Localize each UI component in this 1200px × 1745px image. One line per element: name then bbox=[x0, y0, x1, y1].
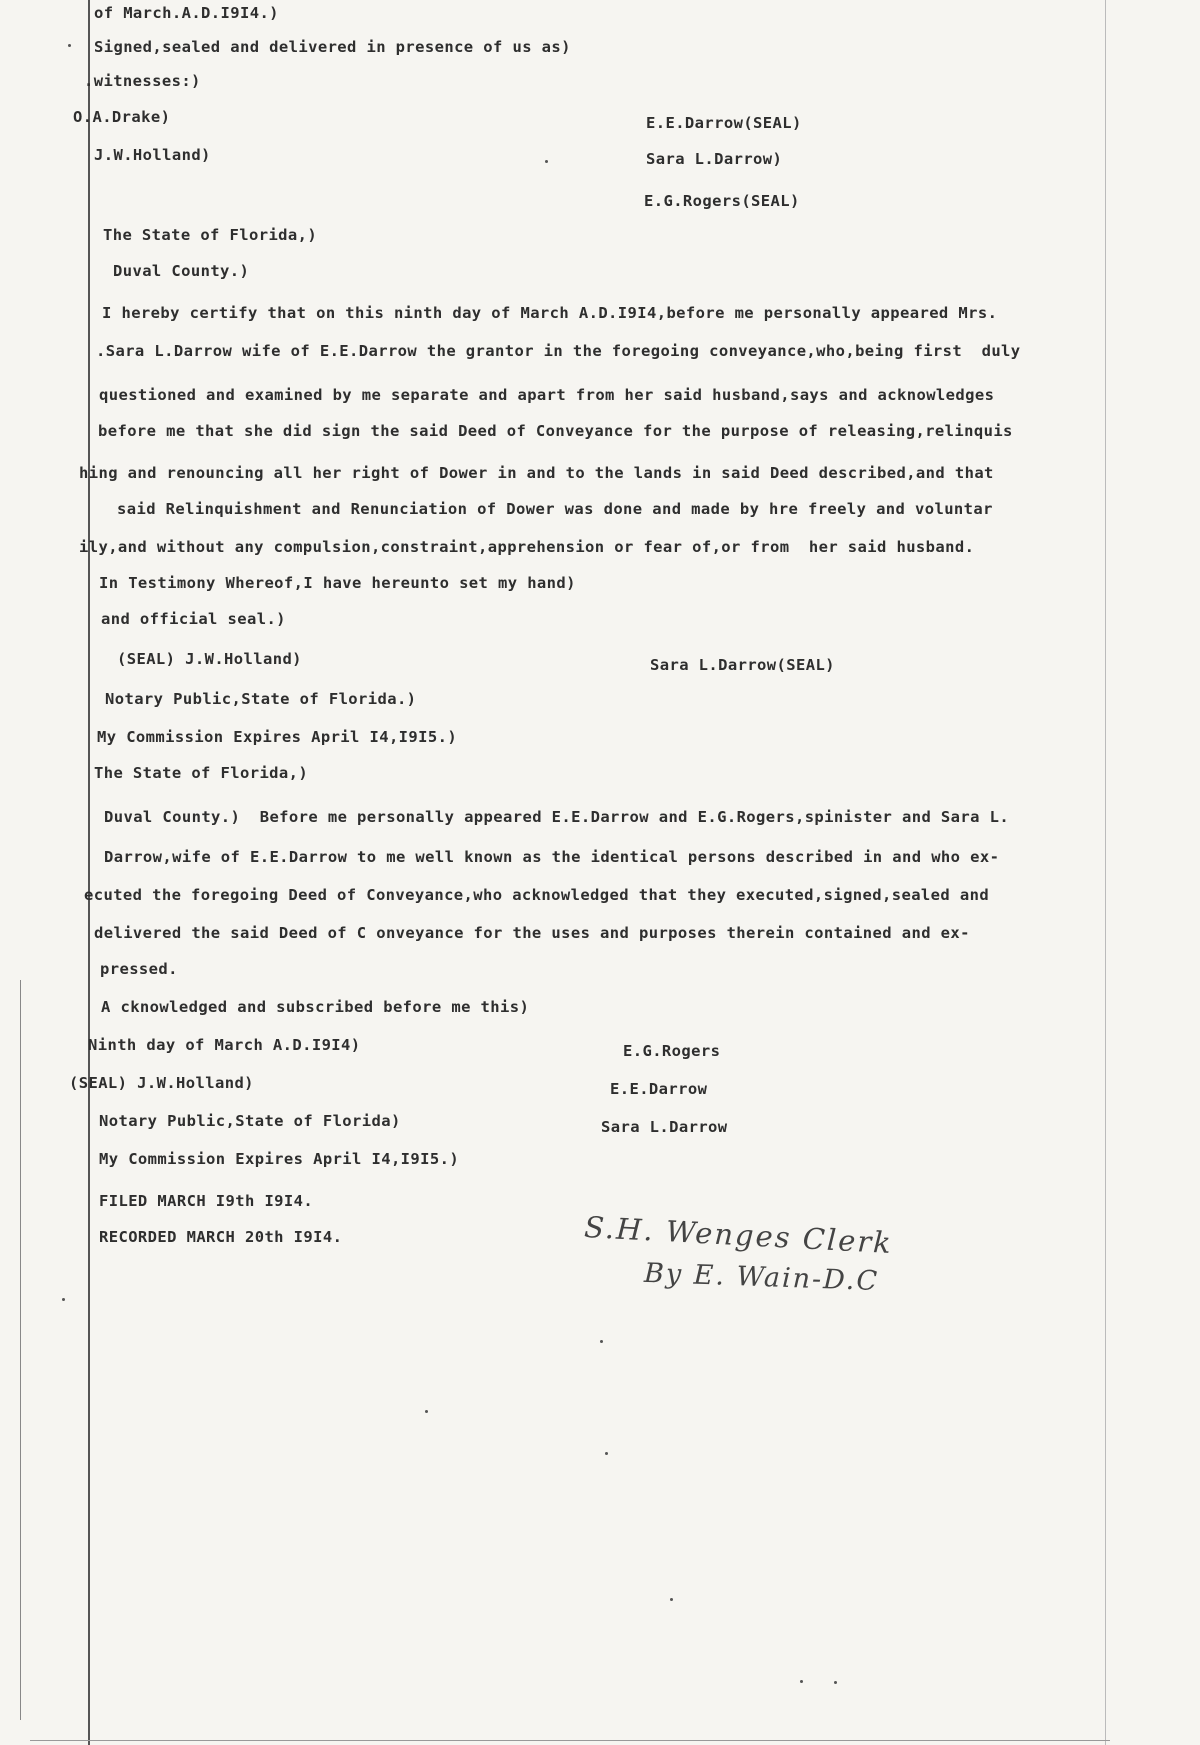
clerk-handwritten-signature: S.H. Wenges Clerk bbox=[583, 1209, 894, 1261]
signature-line: E.E.Darrow(SEAL) bbox=[646, 114, 802, 132]
signature-line: E.G.Rogers(SEAL) bbox=[644, 192, 800, 210]
text-line: questioned and examined by me separate and apart from her said husband,says and acknowledges bbox=[99, 386, 995, 404]
signature-line: Sara L.Darrow(SEAL) bbox=[650, 656, 835, 674]
scan-speck bbox=[800, 1680, 803, 1683]
scan-speck bbox=[600, 1340, 603, 1343]
text-line: of March.A.D.I9I4.) bbox=[94, 4, 279, 22]
text-line: ily,and without any compulsion,constraint,apprehension or fear of,or from her said husband. bbox=[79, 538, 975, 556]
scan-speck bbox=[68, 44, 71, 47]
text-line: (SEAL) J.W.Holland) bbox=[69, 1074, 254, 1092]
text-line: Notary Public,State of Florida.) bbox=[105, 690, 417, 708]
filed-stamp: FILED MARCH I9th I9I4. bbox=[99, 1192, 314, 1210]
scan-speck bbox=[425, 1410, 428, 1413]
text-line: O.A.Drake) bbox=[73, 108, 171, 126]
text-line: Duval County.) bbox=[113, 262, 250, 280]
scan-speck bbox=[62, 1298, 65, 1301]
signature-line: Sara L.Darrow bbox=[601, 1118, 728, 1136]
right-page-edge bbox=[1105, 0, 1106, 1745]
text-line: ecuted the foregoing Deed of Conveyance,who acknowledged that they executed,signed,sealed and bbox=[84, 886, 990, 904]
text-line: and official seal.) bbox=[101, 610, 286, 628]
recorded-stamp: RECORDED MARCH 20th I9I4. bbox=[99, 1228, 343, 1246]
text-line: hing and renouncing all her right of Dower in and to the lands in said Deed described,and that bbox=[79, 464, 994, 482]
text-line: Ninth day of March A.D.I9I4) bbox=[88, 1036, 361, 1054]
signature-line: E.G.Rogers bbox=[623, 1042, 721, 1060]
text-line: I hereby certify that on this ninth day of March A.D.I9I4,before me personally appeared Mrs. bbox=[102, 304, 998, 322]
deputy-clerk-handwritten-signature: By E. Wain-D.C bbox=[643, 1257, 880, 1298]
text-line: The State of Florida,) bbox=[103, 226, 318, 244]
text-line: My Commission Expires April I4,I9I5.) bbox=[99, 1150, 460, 1168]
scan-speck bbox=[834, 1681, 837, 1684]
text-line: pressed. bbox=[100, 960, 178, 978]
text-line: delivered the said Deed of C onveyance for the uses and purposes therein contained and ex- bbox=[94, 924, 970, 942]
text-line: A cknowledged and subscribed before me this) bbox=[101, 998, 530, 1016]
text-line: .witnesses:) bbox=[84, 72, 201, 90]
scan-speck bbox=[670, 1598, 673, 1601]
text-line: In Testimony Whereof,I have hereunto set my hand) bbox=[99, 574, 576, 592]
text-line: Signed,sealed and delivered in presence of us as) bbox=[94, 38, 571, 56]
left-margin-rule bbox=[88, 0, 90, 1745]
text-line: The State of Florida,) bbox=[94, 764, 309, 782]
page-edge bbox=[20, 980, 21, 1720]
text-line: before me that she did sign the said Deed of Conveyance for the purpose of releasing,relinquis bbox=[98, 422, 1013, 440]
text-line: (SEAL) J.W.Holland) bbox=[117, 650, 302, 668]
signature-line: E.E.Darrow bbox=[610, 1080, 708, 1098]
text-line: J.W.Holland) bbox=[94, 146, 211, 164]
signature-line: Sara L.Darrow) bbox=[646, 150, 783, 168]
text-line: Duval County.) Before me personally appeared E.E.Darrow and E.G.Rogers,spinister and Sara L. bbox=[104, 808, 1010, 826]
text-line: Notary Public,State of Florida) bbox=[99, 1112, 401, 1130]
text-line: .Sara L.Darrow wife of E.E.Darrow the grantor in the foregoing conveyance,who,being first duly bbox=[96, 342, 1021, 360]
bottom-page-edge bbox=[30, 1740, 1110, 1741]
text-line: Darrow,wife of E.E.Darrow to me well known as the identical persons described in and who ex- bbox=[104, 848, 1000, 866]
text-line: said Relinquishment and Renunciation of Dower was done and made by hre freely and voluntar bbox=[117, 500, 993, 518]
text-line: My Commission Expires April I4,I9I5.) bbox=[97, 728, 458, 746]
scan-speck bbox=[545, 160, 548, 163]
scan-speck bbox=[605, 1452, 608, 1455]
